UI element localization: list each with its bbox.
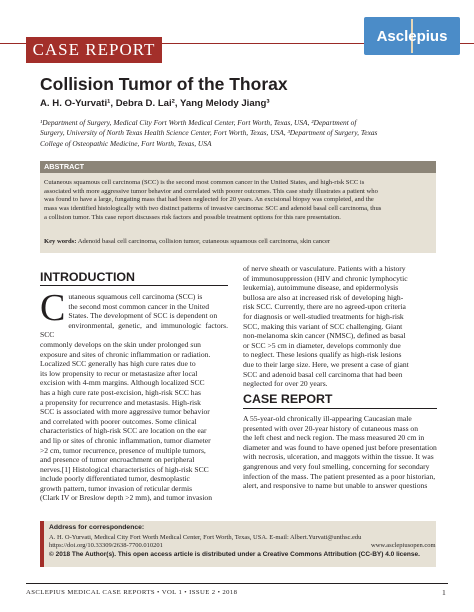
keywords-label: Key words: [44,238,77,245]
page-number: 1 [442,588,446,597]
logo-text: Asclepius [376,27,448,45]
intro-line: exposure and sites of chronic inflammation or radiation. [40,349,211,359]
case-report-rule [243,408,437,409]
intro-line: for diagnosis or well-studied treatments for high-risk [243,311,404,321]
abstract-line: associated with more aggressive tumor behavior and correlated with poorer outcomes. This case study illustrates a patient who [44,187,378,195]
abstract-line: was found to have a large, fungating mass that had been neglected for 20 years. An excisional biopsy was completed, and the [44,196,374,204]
intro-line: of immunosuppression (HIV and chronic lymphocytic [243,273,408,283]
affiliation-line: Surgery, University of North Texas Health Science Center, Fort Worth, Texas, USA, ³Department of Surgery, Texas [40,128,378,138]
section-label: CASE REPORT [26,37,162,63]
intro-line: (Clark IV or Breslow depth >2 mm), and tumor invasion [40,493,213,503]
affiliation-line: ¹Department of Surgery, Medical City Fort Worth Medical Center, Fort Worth, Texas, USA, ²Department of [40,118,357,127]
correspondence-address[interactable]: A. H. O-Yurvati, Medical City Fort Worth Medical Center, Fort Worth, Texas, USA. E-mail: Albert.Yurvati@unthsc.edu [49,534,362,541]
intro-line: and lip or sites of chronic inflammation, tumor diameter [40,435,211,445]
intro-line: nerves.[1] Histological characteristics of high-risk SCC [40,464,209,474]
intro-line: SCC, making this variant of SCC challenging. Giant [243,321,403,331]
publisher-logo[interactable] [364,17,460,55]
footer-rule [26,583,448,584]
case-line: the left chest and neck region. The mass measured 20 cm in [243,433,425,443]
intro-line: neglected for over 20 years. [243,379,328,389]
case-line: diameter and was found to have opened just before presentation [243,442,437,452]
intro-line: environmental, genetic, and immunologic factors. SCC [40,320,228,340]
intro-line: of nerve sheath or vasculature. Patients with a history [243,264,406,273]
case-line: infection of the mass. The patient presented as a poor historian, [243,471,436,481]
abstract-heading: ABSTRACT [40,161,436,173]
intro-line: utaneous squamous cell carcinoma (SCC) is [68,292,203,301]
intro-line: characteristics of high-risk SCC are location on the ear [40,426,207,436]
intro-line: has a high cure rate post-excision, high-risk SCC has [40,387,201,397]
intro-line: SCC and adenoid basal cell carcinoma that had been [243,369,403,379]
website-link[interactable]: www.asclepiusopen.com [371,542,436,549]
case-line: alert, and responsive to name but unable to answer questions [243,481,428,491]
abstract-line: a collision tumor. This case report discusses risk factors and possible treatment options for this rare presentation. [44,213,341,221]
affiliations [40,118,438,149]
case-report-text [243,414,437,491]
intro-line: and presence of tumor encroachment on peripheral [40,455,195,465]
intro-line: >2 cm, tumor recurrence, presence of multiple tumors, [40,445,206,455]
introduction-heading: INTRODUCTION [40,270,135,284]
article-authors: A. H. O-Yurvati¹, Debra D. Lai², Yang Melody Jiang³ [40,98,270,109]
introduction-right-column [243,264,437,389]
abstract-line: Cutaneous squamous cell carcinoma (SCC) is the second most common cancer in the United States, and high-risk SCC is [44,179,365,186]
correspondence-title: Address for correspondence: [49,524,145,531]
affiliation-line: College of Osteopathic Medicine, Fort Worth, Texas, USA [40,138,212,148]
intro-line: or SCC >5 cm in diameter, develops commonly due [243,340,401,350]
intro-line: to neglect. These lesions qualify as high-risk lesions [243,350,402,360]
case-line: A 55-year-old chronically ill-appearing Caucasian male [243,414,412,423]
intro-line: leukemia), autoimmune disease, and epidermolysis [243,283,399,293]
license-note: © 2018 The Author(s). This open access article is distributed under a Creative Commons Attribution (CC-BY) 4.0 license. [49,551,420,558]
case-line: presented with over 20-year history of cutaneous mass on [243,423,419,433]
intro-line: its low propensity to recur or metastasize after local [40,368,198,378]
case-line: gangrenous and very foul smelling, concerning for secondary [243,461,430,471]
intro-line: due to their large size. Here, we present a case of giant [243,359,409,369]
journal-footer: ASCLEPIUS MEDICAL CASE REPORTS • VOL 1 • ISSUE 2 • 2018 [26,589,238,596]
keywords-list: Adenoid basal cell carcinoma, collision tumor, cutaneous squamous cell carcinoma, skin cancer [76,238,331,245]
intro-line: growth pattern, tumor invasion of reticular dermis [40,483,193,493]
intro-line: and correlated with poorer outcomes. Some clinical [40,416,197,426]
dropcap-letter: C [40,287,66,329]
abstract-text [44,179,432,223]
intro-line: SCC is associated with more aggressive tumor behavior [40,407,210,417]
article-title: Collision Tumor of the Thorax [40,74,288,94]
introduction-rule [40,285,228,286]
intro-line: bullosa are also at increased risk of developing high- [243,292,404,302]
doi-link[interactable]: https://doi.org/10.33309/2638-7700.010201 [49,542,163,549]
case-line: with necrosis, ulceration, and maggots within the tissue. It was [243,452,434,462]
intro-line: include poorly differentiated tumor, desmoplastic [40,474,190,484]
correspondence-accent [40,521,44,567]
intro-line: risk SCC. Currently, there are no agreed-upon criteria [243,302,406,312]
intro-line: a propensity for recurrence and metastasis. High-risk [40,397,201,407]
intro-line: the second most common cancer in the United [68,301,210,311]
intro-line: States. The development of SCC is dependent on [68,311,218,321]
case-report-heading: CASE REPORT [243,392,333,406]
abstract-line: mass was identified histologically with two distinct patterns of invasive carcinoma: SCC and adenoid basal cell carcinoma, thus [44,205,382,213]
intro-line: Localized SCC generally has high cure rates due to [40,359,196,369]
introduction-left-column [40,287,228,503]
keywords [44,238,432,247]
intro-line: excision with 4-mm margins. Although localized SCC [40,378,205,388]
intro-line: commonly develops on the skin under prolonged sun [40,339,201,349]
intro-line: non-melanoma skin cancer (NMSC), defined as basal [243,331,406,341]
